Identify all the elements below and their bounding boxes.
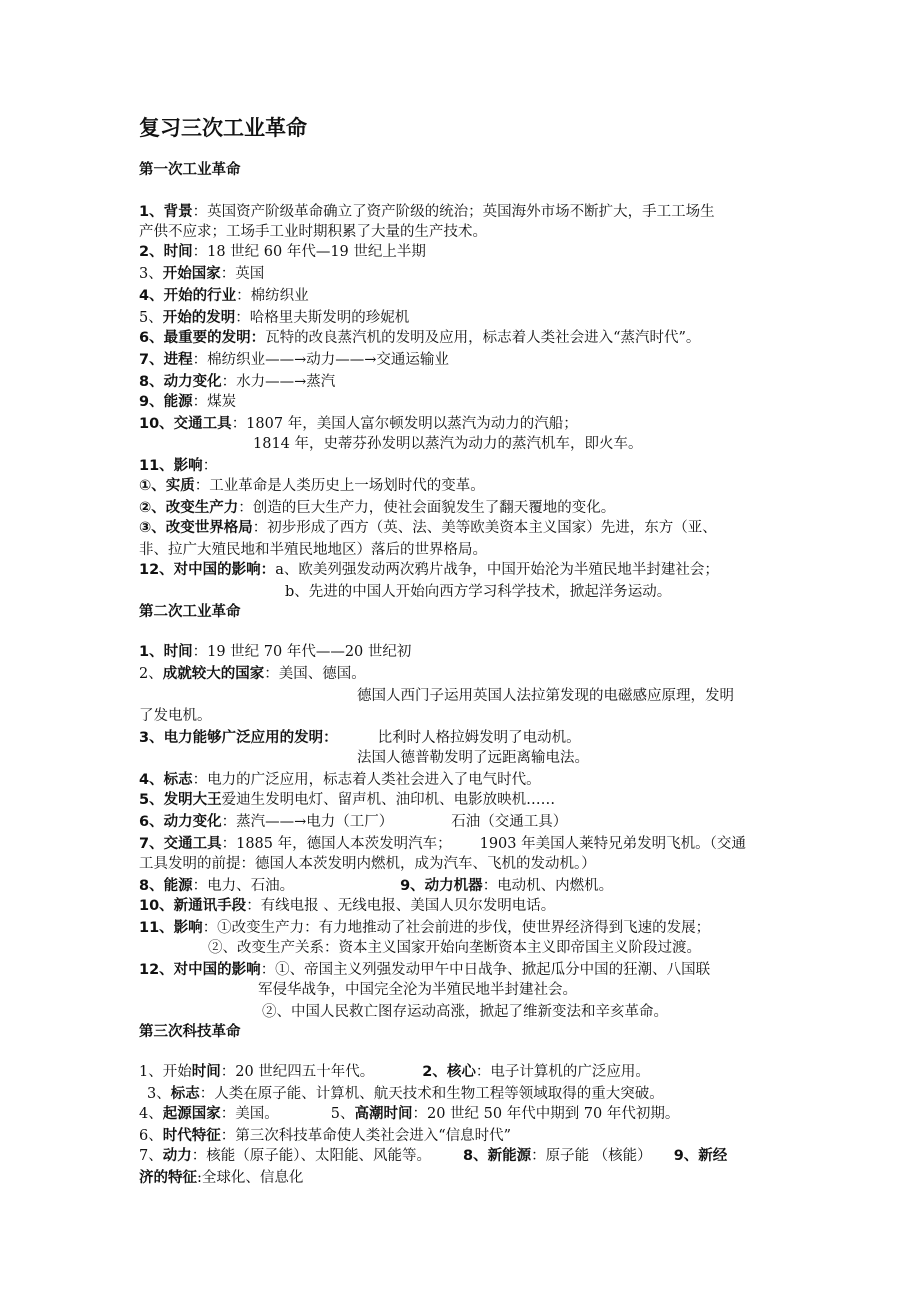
s2-line-power: 6、动力变化：蒸汽——→电力（工厂） 石油（交通工具） [139,814,568,830]
s1-line-invention: 5、开始的发明：哈格里夫斯发明的珍妮机 [139,310,410,326]
s3-line-feature: 6、时代特征：第三次科技革命使人类社会进入“信息时代” [139,1128,512,1144]
s2-line-china-impact-cont: 军侵华战争，中国完全沦为半殖民地半封建社会。 [258,982,577,998]
s1-line-time: 2、时间：18 世纪 60 年代—19 世纪上半期 [139,244,426,260]
section-heading-1: 第一次工业革命 [139,162,241,178]
s1-line-china-impact-cont: b、先进的中国人开始向西方学习科学技术，掀起洋务运动。 [285,584,672,600]
s2-line-symbol: 4、标志：电力的广泛应用，标志着人类社会进入了电气时代。 [139,772,541,788]
s1-line-impact-world-cont: 非、拉广大殖民地和半殖民地地区）落后的世界格局。 [139,542,487,558]
s3-line-symbol: 3、标志：人类在原子能、计算机、航天技术和生物工程等领域取得的重大突破。 [147,1086,664,1102]
s1-line-china-impact: 12、对中国的影响：a、欧美列强发动两次鸦片战争，中国开始沦为半殖民地半封建社会； [139,562,719,578]
s1-line-impact-world: ③、改变世界格局：初步形成了西方（英、法、美等欧美资本主义国家）先进，东方（亚、 [139,520,717,536]
s1-line-industry: 4、开始的行业：棉纺织业 [139,288,309,304]
s2-line-generator: 德国人西门子运用英国人法拉第发现的电磁感应原理，发明 [357,688,734,704]
s1-line-transport-cont: 1814 年，史蒂芬孙发明以蒸汽为动力的蒸汽机车，即火车。 [253,436,643,452]
s1-line-impact: 11、影响： [139,458,218,474]
s1-line-key-invention: 6、最重要的发明：瓦特的改良蒸汽机的发明及应用，标志着人类社会进入“蒸汽时代”。 [139,330,701,346]
s1-line-impact-productivity: ②、改变生产力：创造的巨大生产力，使社会面貌发生了翻天覆地的变化。 [139,500,616,516]
s2-line-generator-cont: 了发电机。 [139,708,212,724]
s2-line-transmission: 法国人德普勒发明了远距离输电法。 [357,750,589,766]
s3-line-economy: 济的特征:全球化、信息化 [139,1170,304,1186]
s1-line-power: 8、动力变化：水力——→蒸汽 [139,374,336,390]
s1-line-impact-essence: ①、实质：工业革命是人类历史上一场划时代的变革。 [139,478,485,494]
s1-line-background: 1、背景：英国资产阶级革命确立了资产阶级的统治；英国海外市场不断扩大，手工工场生 [139,204,715,220]
s1-line-background-cont: 产供不应求；工场手工业时期积累了大量的生产技术。 [139,224,487,240]
s2-line-impact-cont: ②、改变生产关系：资本主义国家开始向垄断资本主义即帝国主义阶段过渡。 [208,940,701,956]
section-heading-3: 第三次科技革命 [139,1024,241,1040]
s2-line-china-impact-cont2: ②、中国人民救亡图存运动高涨，掀起了维新变法和辛亥革命。 [262,1004,668,1020]
s2-line-inventor: 5、发明大王爱迪生发明电灯、留声机、油印机、电影放映机…… [139,792,556,808]
page-title: 复习三次工业革命 [139,116,307,140]
s3-line-start-core: 1、开始时间：20 世纪四五十年代。 2、核心：电子计算机的广泛应用。 [139,1064,650,1080]
s1-line-transport: 10、交通工具：1807 年，美国人富尔顿发明以蒸汽为动力的汽船； [139,416,578,432]
s3-line-power: 7、动力：核能（原子能）、太阳能、风能等。 8、新能源：原子能 （核能） 9、新经 [139,1148,728,1164]
s1-line-country: 3、开始国家：英国 [139,266,265,282]
s2-line-transport: 7、交通工具：1885 年，德国人本茨发明汽车； 1903 年美国人莱特兄弟发明飞机。（交通 [139,836,746,852]
section-heading-2: 第二次工业革命 [139,604,241,620]
s2-line-electric-inventions: 3、电力能够广泛应用的发明： 比利时人格拉姆发明了电动机。 [139,730,581,746]
s2-line-time: 1、时间：19 世纪 70 年代——20 世纪初 [139,644,412,660]
s2-line-energy: 8、能源：电力、石油。 9、动力机器：电动机、内燃机。 [139,878,614,894]
s1-line-energy: 9、能源：煤炭 [139,394,237,410]
s2-line-transport-cont: 工具发明的前提：德国人本茨发明内燃机，成为汽车、飞机的发动机。） [139,856,596,872]
s2-line-china-impact: 12、对中国的影响：①、帝国主义列强发动甲午中日战争、掀起瓜分中国的狂潮、八国联 [139,962,711,978]
s2-line-communication: 10、新通讯手段：有线电报 、无线电报、美国人贝尔发明电话。 [139,898,556,914]
s1-line-process: 7、进程：棉纺织业——→动力——→交通运输业 [139,352,449,368]
s2-line-impact: 11、影响：①改变生产力：有力地推动了社会前进的步伐，使世界经济得到飞速的发展； [139,920,711,936]
s2-line-countries: 2、成就较大的国家：美国、德国。 [139,666,366,682]
s3-line-origin-peak: 4、起源国家：美国。 5、高潮时间：20 世纪 50 年代中期到 70 年代初期。 [139,1106,680,1122]
